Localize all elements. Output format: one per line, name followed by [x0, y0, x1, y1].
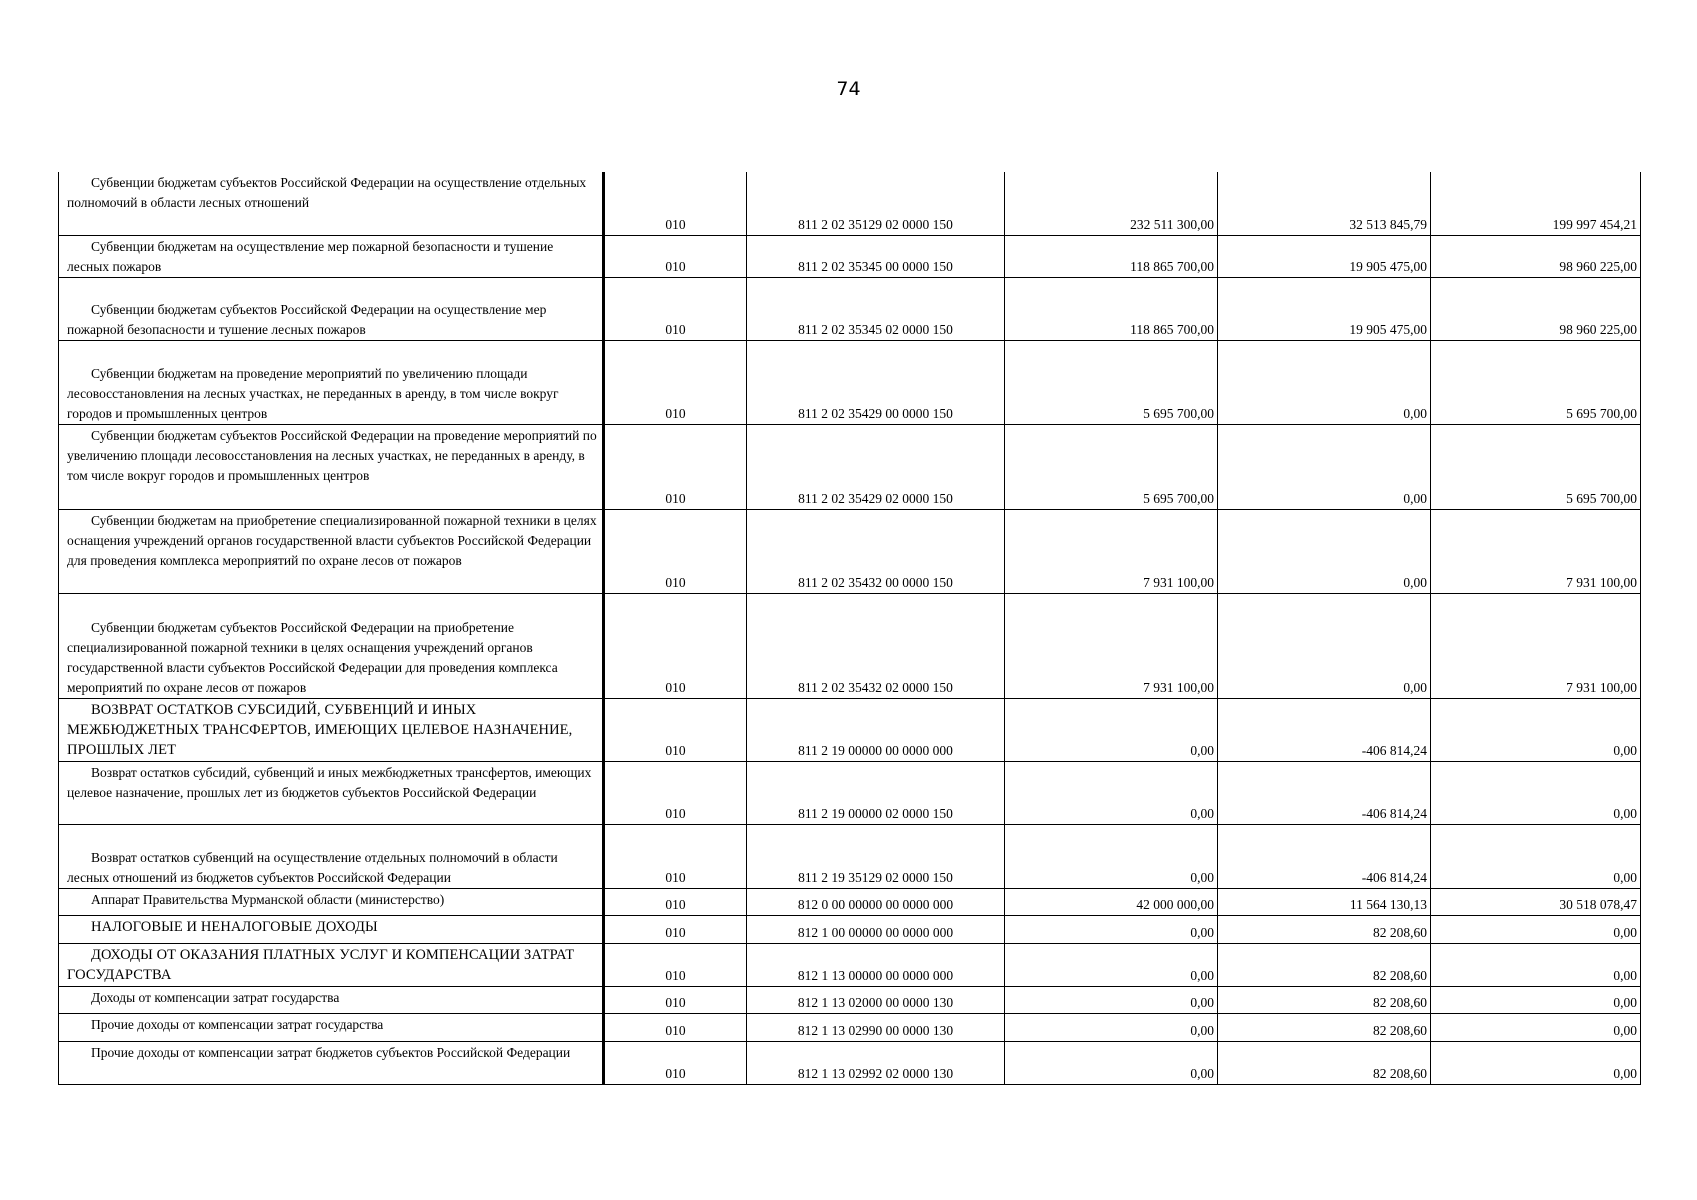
row-executed: 0,00: [1218, 340, 1431, 424]
table-row: [59, 340, 1641, 424]
row-line-code: 010: [604, 824, 747, 888]
row-line-code: 010: [604, 172, 747, 235]
row-approved: 232 511 300,00: [1005, 172, 1218, 235]
row-approved: 0,00: [1005, 986, 1218, 1013]
row-unexecuted: 7 931 100,00: [1431, 593, 1641, 698]
table-row: [59, 424, 1641, 509]
row-executed: 0,00: [1218, 424, 1431, 509]
row-budget-code: 811 2 02 35429 00 0000 150: [747, 340, 1005, 424]
row-name: Субвенции бюджетам субъектов Российской Федерации на проведение мероприятий по увеличению площади лесовосстановления на лесных участках, не переданных в аренду, в том числе вокруг городов и промышленных центров: [59, 424, 604, 509]
row-line-code: 010: [604, 761, 747, 824]
row-name: Аппарат Правительства Мурманской области (министерство): [59, 888, 604, 915]
row-budget-code: 811 2 02 35345 02 0000 150: [747, 277, 1005, 340]
row-unexecuted: 0,00: [1431, 761, 1641, 824]
table-row: [59, 277, 1641, 340]
table-row: [59, 509, 1641, 593]
row-budget-code: 812 1 13 00000 00 0000 000: [747, 943, 1005, 986]
row-unexecuted: 0,00: [1431, 943, 1641, 986]
row-approved: 0,00: [1005, 943, 1218, 986]
row-line-code: 010: [604, 915, 747, 943]
row-executed: -406 814,24: [1218, 761, 1431, 824]
row-approved: 7 931 100,00: [1005, 509, 1218, 593]
row-unexecuted: 5 695 700,00: [1431, 340, 1641, 424]
table-row: [59, 888, 1641, 915]
row-approved: 0,00: [1005, 1041, 1218, 1084]
table-row: [59, 986, 1641, 1013]
row-name: НАЛОГОВЫЕ И НЕНАЛОГОВЫЕ ДОХОДЫ: [59, 915, 604, 943]
row-budget-code: 812 0 00 00000 00 0000 000: [747, 888, 1005, 915]
table-row: [59, 698, 1641, 761]
row-approved: 42 000 000,00: [1005, 888, 1218, 915]
row-budget-code: 812 1 00 00000 00 0000 000: [747, 915, 1005, 943]
table-row: [59, 235, 1641, 277]
row-budget-code: 811 2 02 35345 00 0000 150: [747, 235, 1005, 277]
row-name: Субвенции бюджетам на проведение мероприятий по увеличению площади лесовосстановления на лесных участках, не переданных в аренду, в том числе вокруг городов и промышленных центров: [59, 340, 604, 424]
row-budget-code: 811 2 02 35429 02 0000 150: [747, 424, 1005, 509]
row-executed: 0,00: [1218, 509, 1431, 593]
row-name: Прочие доходы от компенсации затрат государства: [59, 1013, 604, 1041]
row-line-code: 010: [604, 888, 747, 915]
row-line-code: 010: [604, 986, 747, 1013]
row-budget-code: 811 2 19 00000 02 0000 150: [747, 761, 1005, 824]
row-executed: 82 208,60: [1218, 1013, 1431, 1041]
row-name: Субвенции бюджетам субъектов Российской Федерации на осуществление отдельных полномочий в области лесных отношений: [59, 172, 604, 235]
row-approved: 118 865 700,00: [1005, 235, 1218, 277]
row-line-code: 010: [604, 277, 747, 340]
row-approved: 0,00: [1005, 698, 1218, 761]
row-unexecuted: 0,00: [1431, 915, 1641, 943]
row-line-code: 010: [604, 424, 747, 509]
row-unexecuted: 199 997 454,21: [1431, 172, 1641, 235]
row-name: Прочие доходы от компенсации затрат бюджетов субъектов Российской Федерации: [59, 1041, 604, 1084]
row-executed: 82 208,60: [1218, 986, 1431, 1013]
row-unexecuted: 0,00: [1431, 824, 1641, 888]
row-budget-code: 812 1 13 02992 02 0000 130: [747, 1041, 1005, 1084]
row-name: Возврат остатков субвенций на осуществление отдельных полномочий в области лесных отношений из бюджетов субъектов Российской Федерации: [59, 824, 604, 888]
table-row: [59, 761, 1641, 824]
table-body: [59, 172, 1641, 1084]
row-approved: 0,00: [1005, 824, 1218, 888]
row-unexecuted: 7 931 100,00: [1431, 509, 1641, 593]
row-unexecuted: 30 518 078,47: [1431, 888, 1641, 915]
row-approved: 0,00: [1005, 915, 1218, 943]
row-line-code: 010: [604, 509, 747, 593]
row-line-code: 010: [604, 943, 747, 986]
row-name: Субвенции бюджетам субъектов Российской Федерации на приобретение специализированной пожарной техники в целях оснащения учреждений органов государственной власти субъектов Российской Федерации для проведения комплекса мероприятий по охране лесов от пожаров: [59, 593, 604, 698]
row-budget-code: 811 2 19 35129 02 0000 150: [747, 824, 1005, 888]
table-row: [59, 915, 1641, 943]
row-approved: 5 695 700,00: [1005, 340, 1218, 424]
row-name: Субвенции бюджетам субъектов Российской Федерации на осуществление мер пожарной безопасности и тушение лесных пожаров: [59, 277, 604, 340]
revenue-table: [58, 172, 1641, 1085]
row-executed: 11 564 130,13: [1218, 888, 1431, 915]
table-row: [59, 943, 1641, 986]
row-name: ДОХОДЫ ОТ ОКАЗАНИЯ ПЛАТНЫХ УСЛУГ И КОМПЕНСАЦИИ ЗАТРАТ ГОСУДАРСТВА: [59, 943, 604, 986]
row-budget-code: 811 2 02 35432 02 0000 150: [747, 593, 1005, 698]
row-unexecuted: 98 960 225,00: [1431, 277, 1641, 340]
row-executed: 82 208,60: [1218, 915, 1431, 943]
row-line-code: 010: [604, 593, 747, 698]
table-row: [59, 172, 1641, 235]
row-budget-code: 812 1 13 02000 00 0000 130: [747, 986, 1005, 1013]
row-approved: 0,00: [1005, 1013, 1218, 1041]
row-unexecuted: 0,00: [1431, 1013, 1641, 1041]
row-budget-code: 811 2 02 35432 00 0000 150: [747, 509, 1005, 593]
row-name: ВОЗВРАТ ОСТАТКОВ СУБСИДИЙ, СУБВЕНЦИЙ И ИНЫХ МЕЖБЮДЖЕТНЫХ ТРАНСФЕРТОВ, ИМЕЮЩИХ ЦЕЛЕВОЕ НАЗНАЧЕНИЕ, ПРОШЛЫХ ЛЕТ: [59, 698, 604, 761]
row-name: Субвенции бюджетам на приобретение специализированной пожарной техники в целях оснащения учреждений органов государственной власти субъектов Российской Федерации для проведения комплекса мероприятий по охране лесов от пожаров: [59, 509, 604, 593]
row-executed: 19 905 475,00: [1218, 235, 1431, 277]
row-line-code: 010: [604, 340, 747, 424]
row-executed: 19 905 475,00: [1218, 277, 1431, 340]
row-unexecuted: 0,00: [1431, 986, 1641, 1013]
row-approved: 7 931 100,00: [1005, 593, 1218, 698]
row-name: Возврат остатков субсидий, субвенций и иных межбюджетных трансфертов, имеющих целевое назначение, прошлых лет из бюджетов субъектов Российской Федерации: [59, 761, 604, 824]
row-line-code: 010: [604, 698, 747, 761]
row-budget-code: 811 2 19 00000 00 0000 000: [747, 698, 1005, 761]
row-budget-code: 812 1 13 02990 00 0000 130: [747, 1013, 1005, 1041]
table-row: [59, 1041, 1641, 1084]
row-line-code: 010: [604, 1041, 747, 1084]
row-approved: 5 695 700,00: [1005, 424, 1218, 509]
row-executed: 32 513 845,79: [1218, 172, 1431, 235]
row-line-code: 010: [604, 1013, 747, 1041]
row-name: Субвенции бюджетам на осуществление мер пожарной безопасности и тушение лесных пожаров: [59, 235, 604, 277]
row-line-code: 010: [604, 235, 747, 277]
table-row: [59, 593, 1641, 698]
table-row: [59, 1013, 1641, 1041]
page-number: 74: [836, 78, 861, 100]
row-budget-code: 811 2 02 35129 02 0000 150: [747, 172, 1005, 235]
row-unexecuted: 5 695 700,00: [1431, 424, 1641, 509]
row-approved: 0,00: [1005, 761, 1218, 824]
row-unexecuted: 0,00: [1431, 698, 1641, 761]
row-approved: 118 865 700,00: [1005, 277, 1218, 340]
row-unexecuted: 0,00: [1431, 1041, 1641, 1084]
row-executed: 0,00: [1218, 593, 1431, 698]
table-row: [59, 824, 1641, 888]
row-name: Доходы от компенсации затрат государства: [59, 986, 604, 1013]
row-executed: 82 208,60: [1218, 943, 1431, 986]
row-executed: 82 208,60: [1218, 1041, 1431, 1084]
row-executed: -406 814,24: [1218, 824, 1431, 888]
row-executed: -406 814,24: [1218, 698, 1431, 761]
row-unexecuted: 98 960 225,00: [1431, 235, 1641, 277]
